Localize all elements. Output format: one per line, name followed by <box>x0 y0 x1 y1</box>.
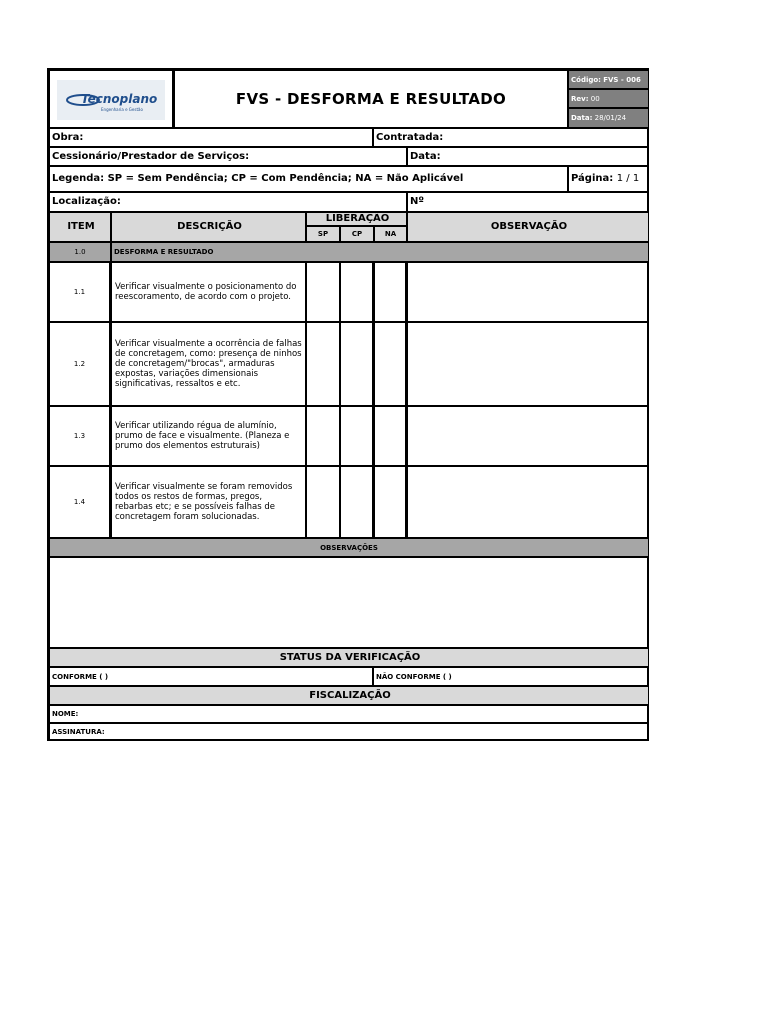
data-value: 28/01/24 <box>594 114 627 122</box>
codigo-label: Código: <box>571 75 601 84</box>
page-title: FVS - DESFORMA E RESULTADO <box>174 70 568 128</box>
row-cp-check[interactable] <box>340 406 374 466</box>
rev-label: Rev: <box>571 94 589 103</box>
row-description: Verificar visualmente se foram removidos todos os restos de formas, pregos, rebarbas etc; e se possíveis falhas de concretagem foram solucionadas. <box>111 466 306 538</box>
rev-cell <box>568 89 649 108</box>
company-logo <box>57 80 165 120</box>
col-na: NA <box>374 226 407 242</box>
observacoes-area[interactable] <box>49 557 649 648</box>
data-cell <box>568 108 649 128</box>
col-descricao: DESCRIÇÃO <box>111 212 306 242</box>
row-cp-check[interactable] <box>340 466 374 538</box>
fvs-form <box>47 68 649 741</box>
row-na-check[interactable] <box>374 466 407 538</box>
observacoes-header: OBSERVAÇÕES <box>49 538 649 557</box>
pagina-cell <box>568 166 649 192</box>
logo-text: Tecnoplano <box>81 92 158 106</box>
row-na-check[interactable] <box>374 406 407 466</box>
numero-field[interactable]: Nº <box>407 192 649 212</box>
row-sp-check[interactable] <box>306 466 340 538</box>
rev-value: 00 <box>590 94 600 103</box>
fiscalizacao-header: FISCALIZAÇÃO <box>49 686 649 705</box>
row-observacao[interactable] <box>407 322 649 406</box>
row-cp-check[interactable] <box>340 262 374 322</box>
localizacao-label: Localização: <box>52 196 121 207</box>
localizacao-field[interactable] <box>49 192 407 212</box>
legenda: Legenda: SP = Sem Pendência; CP = Com Pendência; NA = Não Aplicável <box>49 166 568 192</box>
row-observacao[interactable] <box>407 262 649 322</box>
nao-conforme-option[interactable]: NÃO CONFORME ( ) <box>373 667 649 686</box>
row-na-check[interactable] <box>374 262 407 322</box>
col-sp: SP <box>306 226 340 242</box>
row-description: Verificar visualmente a ocorrência de falhas de concretagem, como: presença de ninhos de concretagem/"brocas", armaduras expostas, variações dimensionais significativas, ressaltos e etc. <box>111 322 306 406</box>
nome-field[interactable]: NOME: <box>49 705 649 723</box>
logo-cell <box>49 70 174 128</box>
conforme-option[interactable]: CONFORME ( ) <box>49 667 373 686</box>
logo-subtitle: Engenharia e Gestão <box>101 107 143 112</box>
row-observacao[interactable] <box>407 466 649 538</box>
row-description: Verificar visualmente o posicionamento do reescoramento, de acordo com o projeto. <box>111 262 306 322</box>
row-cp-check[interactable] <box>340 322 374 406</box>
codigo-value: FVS - 006 <box>603 75 641 84</box>
cessionario-field[interactable]: Cessionário/Prestador de Serviços: <box>49 147 407 166</box>
row-item: 1.1 <box>49 262 111 322</box>
codigo-cell <box>568 70 649 89</box>
row-item: 1.4 <box>49 466 111 538</box>
pagina-value: 1 / 1 <box>616 173 640 184</box>
section-number: 1.0 <box>49 242 111 262</box>
col-cp: CP <box>340 226 374 242</box>
data-field[interactable]: Data: <box>407 147 649 166</box>
col-liberacao: LIBERAÇÃO <box>306 212 407 226</box>
row-sp-check[interactable] <box>306 406 340 466</box>
col-observacao: OBSERVAÇÃO <box>407 212 649 242</box>
contratada-field[interactable]: Contratada: <box>373 128 649 147</box>
row-item: 1.2 <box>49 322 111 406</box>
row-sp-check[interactable] <box>306 322 340 406</box>
row-sp-check[interactable] <box>306 262 340 322</box>
col-item: ITEM <box>49 212 111 242</box>
assinatura-field[interactable]: ASSINATURA: <box>49 723 649 741</box>
row-item: 1.3 <box>49 406 111 466</box>
pagina-label: Página: <box>571 173 614 184</box>
row-description: Verificar utilizando régua de alumínio, prumo de face e visualmente. (Planeza e prumo dos elementos estruturais) <box>111 406 306 466</box>
row-observacao[interactable] <box>407 406 649 466</box>
data-label: Data: <box>571 114 593 122</box>
section-title: DESFORMA E RESULTADO <box>111 242 649 262</box>
row-na-check[interactable] <box>374 322 407 406</box>
obra-field[interactable]: Obra: <box>49 128 373 147</box>
status-header: STATUS DA VERIFICAÇÃO <box>49 648 649 667</box>
